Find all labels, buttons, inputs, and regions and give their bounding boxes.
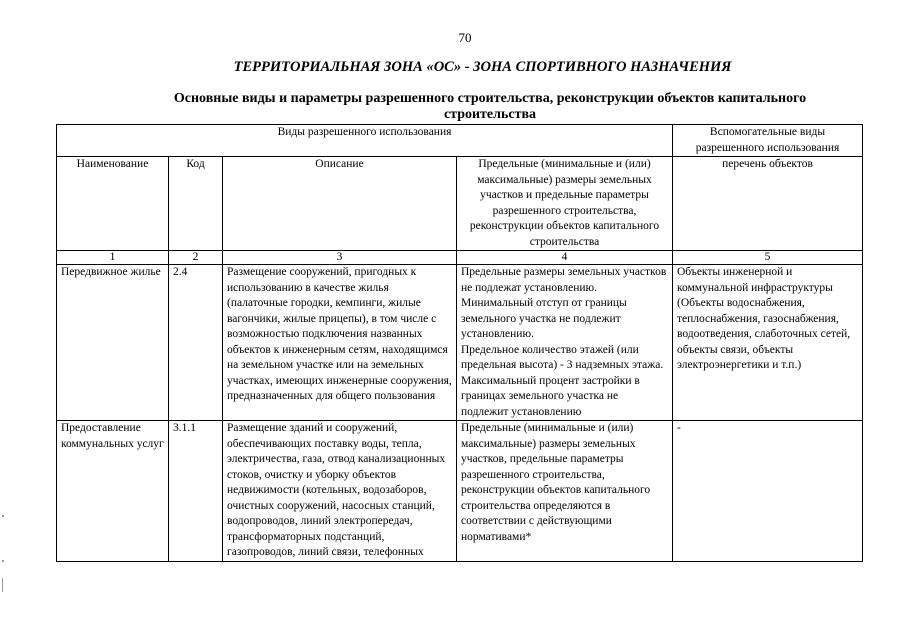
row-code: 2.4 [169,265,223,421]
column-number: 1 [57,251,169,265]
column-header-row [57,157,863,251]
column-number-row [57,251,863,265]
header-code: Код [169,157,223,251]
row-code: 3.1.1 [169,421,223,562]
row-name: Предоставление коммунальных услуг [57,421,169,562]
header-description: Описание [223,157,457,251]
subtitle-line-1: Основные виды и параметры разрешенного строительства, реконструкции объектов капитального [173,91,807,106]
column-number: 3 [223,251,457,265]
page-number: 70 [458,30,472,45]
header-parameters: Предельные (минимальные и (или) максимальные) размеры земельных участков и предельные параметры разрешенного строительства, реконструкции объектов капитального строительства [457,157,673,251]
parameter-line: Минимальный отступ от границы земельного участка не подлежит установлению. [461,297,627,340]
parameter-line: Предельное количество этажей (или предельная высота) - 3 надземных этажа. [461,343,664,371]
zone-title: ТЕРРИТОРИАЛЬНАЯ ЗОНА «ОС» - ЗОНА СПОРТИВНОГО НАЗНАЧЕНИЯ [233,59,732,75]
column-number: 4 [457,251,673,265]
row-description: Размещение сооружений, пригодных к использованию в качестве жилья (палаточные городки, кемпинги, жилые вагончики, жилые прицепы), в том числе с возможностью подключения названных объектов к инженерным сетям, находящимся на земельном участке или на земельных участках, имеющих инженерные сооружения, предназначенных для общего пользования [223,265,457,421]
subtitle-line-2: строительства [443,107,537,122]
header-name: Наименование [57,157,169,251]
parameter-line: Максимальный процент застройки в границах земельного участка не подлежит установлению [461,374,640,418]
scan-mark [2,560,4,562]
row-parameters [457,265,673,421]
column-number: 5 [673,251,863,265]
row-parameters [457,421,673,562]
row-aux-objects: - [673,421,863,562]
group-main-header: Виды разрешенного использования [57,125,673,157]
column-number: 2 [169,251,223,265]
scan-mark [2,515,4,517]
table-row [57,421,863,562]
scan-mark [2,578,3,592]
group-aux-header: Вспомогательные виды разрешенного использования [673,125,863,157]
row-description: Размещение зданий и сооружений, обеспечивающих поставку воды, тепла, электричества, газа, отвод канализационных стоков, очистку и уборку объектов недвижимости (котельных, водозаборов, очистных сооружений, насосных станций, водопроводов, линий электропередач, трансформаторных подстанций, газопроводов, линий связи, телефонных [223,421,457,562]
group-header-row [57,125,863,157]
parameter-line: Предельные (минимальные и (или) максимальные) размеры земельных участков, предельные параметры разрешенного строительства, реконструкции объектов капитального строительства определяются в соответствии с действующими нормативами* [461,422,651,543]
row-aux-objects: Объекты инженерной и коммунальной инфраструктуры (Объекты водоснабжения, теплоснабжения, газоснабжения, водоотведения, слаботочных сетей, объекты связи, объекты электроэнергетики и т.п.) [673,265,863,421]
subtitle [120,91,860,123]
header-aux-objects: перечень объектов [673,157,863,251]
table-row [57,265,863,421]
row-name: Передвижное жилье [57,265,169,421]
parameter-line: Предельные размеры земельных участков не подлежат установлению. [461,266,667,294]
land-use-table [56,124,863,562]
